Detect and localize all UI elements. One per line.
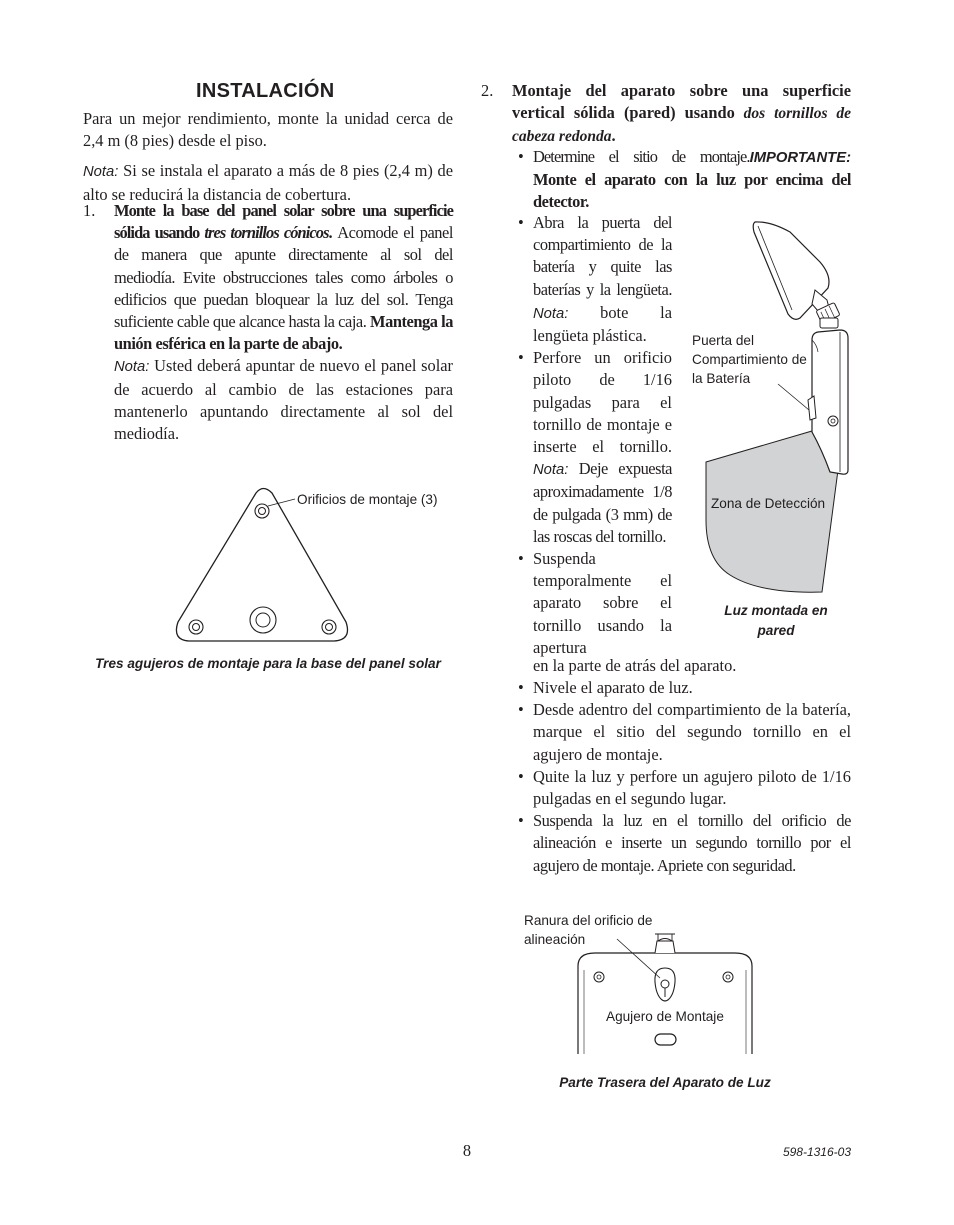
section-heading: INSTALACIÓN [196, 80, 335, 102]
bullet-3-note-label: Nota: [533, 462, 569, 479]
note-1-text: Si se instala el aparato a más de 8 pies (2,4 m) de alto se reducirá la distancia de cobertura. [83, 161, 453, 204]
bullet-1-text: Determine el sitio de montaje. [533, 147, 750, 166]
step-1-text: Acomode el panel de manera que apunte directamente al sol del mediodía. Evite obstrucciones tales como árboles o edificios que puedan bloquear la luz del sol. Tenga suficiente cable que alcance hasta la caja. [114, 223, 453, 332]
bullet-2-note-text: bote la lengüeta plástica. [533, 302, 672, 346]
bullet-3-text: Perfore un orificio piloto de 1/16 pulgadas para el tornillo de montaje e inserte el tornillo. [533, 348, 672, 457]
bullet-7-text: Quite la luz y perfore un agujero piloto de 1/16 pulgadas en el segundo lugar. [533, 766, 851, 809]
intro-text: Para un mejor rendimiento, monte la unidad cerca de 2,4 m (8 pies) desde el piso. [83, 109, 453, 151]
document-code: 598-1316-03 [782, 1145, 851, 1159]
bullet-6-text: Desde adentro del compartimiento de la batería, marque el sitio del segundo tornillo en el agujero de montaje. [533, 700, 851, 764]
step-1-number: 1. [83, 201, 96, 220]
bullet-1-bold: Monte el aparato con la luz por encima del detector. [533, 170, 851, 212]
battery-door-label: Puerta del Compartimiento de la Batería [692, 333, 807, 386]
step-2-end: . [611, 126, 616, 146]
step-2-number: 2. [481, 81, 494, 100]
step-1-bold-2: Mantenga la unión esférica en la parte de abajo. [114, 312, 453, 354]
detection-zone-label: Zona de Detección [711, 496, 826, 511]
mounting-holes-label: Orificios de montaje (3) [297, 492, 438, 507]
alignment-slot-label: Ranura del orificio de alineación [524, 913, 653, 947]
note-2-label: Nota: [114, 359, 150, 376]
step-1-bold-end: . [328, 223, 333, 243]
step-2-bold: Montaje del aparato sobre una superficie vertical sólida (pared) usando [512, 81, 851, 123]
bullet-4-text: Suspenda temporalmente el aparato sobre el tornillo usando la apertura [533, 549, 672, 657]
note-2-text: Usted deberá apuntar de nuevo el panel solar de acuerdo al cambio de las estaciones para mantenerlo apuntando directamente al sol del mediodía. [114, 356, 453, 444]
page-number: 8 [462, 1141, 472, 1160]
bullet-2-note-label: Nota: [533, 305, 569, 322]
step-1-bold-italic: tres tornillos cónicos [199, 223, 329, 243]
note-1-label: Nota: [83, 164, 119, 181]
step-1-bold: Monte la base del panel solar sobre una superficie sólida usando [114, 201, 453, 243]
figure-1-caption: Tres agujeros de montaje para la base del panel solar [95, 656, 441, 671]
bullet-2-text: Abra la puerta del compartimiento de la batería y quite las baterías y la lengüeta. [533, 213, 672, 299]
bullet-8-text: Suspenda la luz en el tornillo del orificio de alineación e inserte un segundo tornillo por el agujero de montaje. Apriete con seguridad. [533, 811, 851, 875]
important-label: IMPORTANTE: [749, 150, 851, 166]
step-2-italic: dos tornillos de cabeza redonda [512, 105, 852, 146]
figure-2-caption: Luz montada en pared [724, 603, 828, 638]
mounting-hole-label: Agujero de Montaje [606, 1009, 724, 1024]
bullet-3-note-text: Deje expuesta aproximadamente 1/8 de pulgada (3 mm) de las roscas del tornillo. [533, 459, 672, 546]
figure-3-caption: Parte Trasera del Aparato de Luz [559, 1075, 771, 1090]
bullet-5-text: Nivele el aparato de luz. [533, 678, 693, 697]
bullet-4-continuation: en la parte de atrás del aparato. [533, 656, 737, 675]
